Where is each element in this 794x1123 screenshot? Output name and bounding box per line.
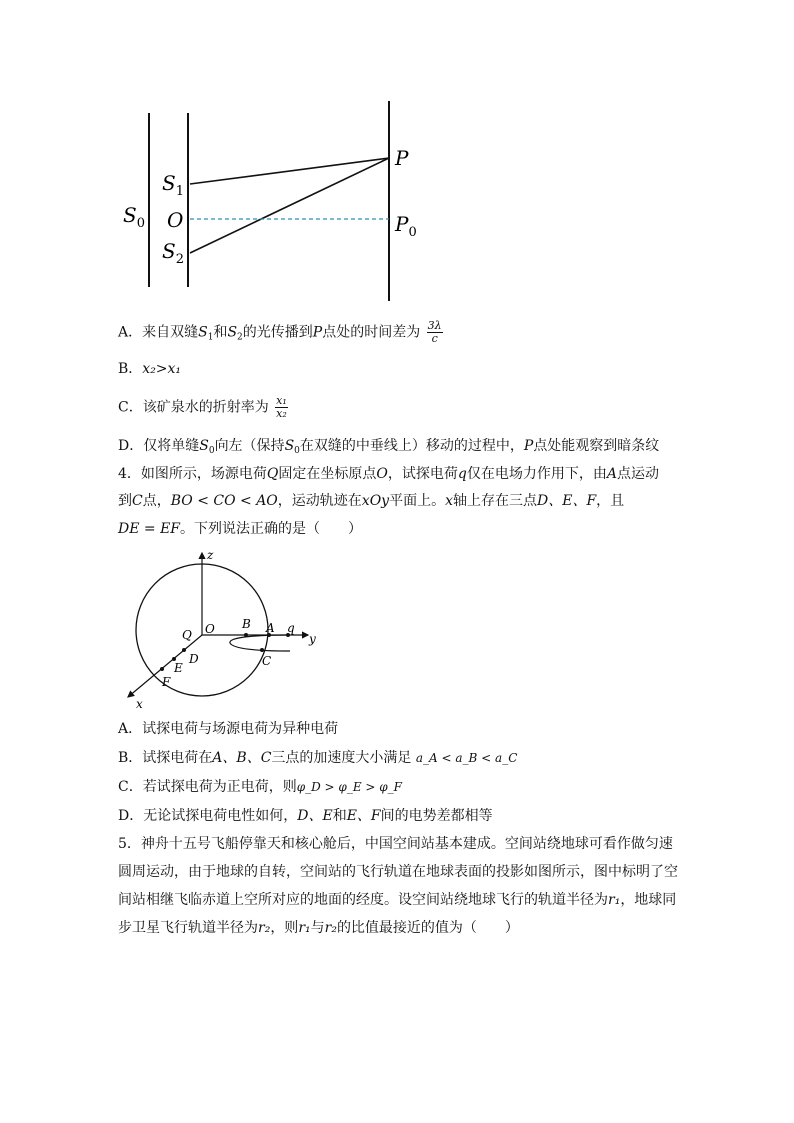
q5-stem-line4: 步卫星飞行轨道半径为r₂，则r₁与r₂的比值最接近的值为（ ） xyxy=(118,920,519,936)
label-s1: $S_1$ xyxy=(162,171,184,199)
point-d xyxy=(182,648,186,652)
label-p0: $P_0$ xyxy=(395,212,417,240)
q4-stem-line1: 4．如图所示，场源电荷Q固定在坐标原点O，试探电荷q仅在电场力作用下，由A点运动 xyxy=(118,466,659,482)
label-b: B xyxy=(242,617,251,631)
q3-option-b: B．x₂>x₁ xyxy=(118,361,182,377)
point-b xyxy=(244,633,248,637)
point-f xyxy=(160,667,164,671)
label-y: y xyxy=(309,632,316,646)
label-q-source: Q xyxy=(182,628,192,642)
point-c xyxy=(260,648,264,652)
label-q-test: q xyxy=(287,621,295,635)
q5-stem-line3: 间站相继飞临赤道上空所对应的地面的经度。设空间站绕地球飞行的轨道半径为r₁，地球同 xyxy=(118,892,677,908)
label-z: z xyxy=(207,548,214,562)
label-f: F xyxy=(162,675,171,689)
label-o: O xyxy=(205,622,215,636)
q4-stem-line2: 到C点，BO < CO < AO，运动轨迹在xOy平面上。x轴上存在三点D、E、F，且 xyxy=(118,493,625,509)
time-difference-fraction: $\frac{3\lambda}{c}$ xyxy=(427,319,442,345)
q4-option-a: A．试探电荷与场源电荷为异种电荷 xyxy=(118,721,339,737)
label-s0: $S_0$ xyxy=(123,203,145,231)
label-x: x xyxy=(136,697,143,710)
q4-option-d: D．无论试探电荷电性如何，D、E和E、F间的电势差都相等 xyxy=(118,808,493,824)
q5-stem-line1: 5．神舟十五号飞船停靠天和核心舱后，中国空间站基本建成。空间站绕地球可看作做匀速 xyxy=(118,836,673,852)
label-e: E xyxy=(174,661,183,675)
label-d: D xyxy=(189,652,199,666)
q4-option-c: C．若试探电荷为正电荷，则φ_D > φ_E > φ_F xyxy=(118,779,402,795)
label-c: C xyxy=(262,654,272,668)
double-slit-diagram xyxy=(115,95,435,307)
q4-option-b: B．试探电荷在A、B、C三点的加速度大小满足 a_A < a_B < a_C xyxy=(118,750,518,766)
ray-s1-p xyxy=(190,158,389,184)
q3-option-d: D．仅将单缝$S_0$向左（保持$S_0$在双缝的中垂线上）移动的过程中，P点处能观察到暗条纹 xyxy=(118,438,660,456)
refractive-index-fraction: $\frac{\text{x₁}}{\text{x₂}}$ xyxy=(276,394,287,420)
label-p: P xyxy=(395,146,409,170)
label-o: O xyxy=(167,208,184,232)
q5-stem-line2: 圆周运动，由于地球的自转，空间站的飞行轨道在地球表面的投影如图所示，图中标明了空 xyxy=(118,864,678,880)
trajectory xyxy=(230,635,290,651)
ray-s2-p xyxy=(190,158,389,253)
electric-field-diagram xyxy=(118,545,328,710)
q3-option-c: C．该矿泉水的折射率为 $\frac{\text{x₁}}{\text{x₂}}$ xyxy=(118,394,287,420)
label-s2: $S_2$ xyxy=(162,239,184,267)
q3-option-a: A．来自双缝$S_1$和$S_2$的光传播到P点处的时间差为 $\frac{3\lambda}{c}$ xyxy=(118,319,442,345)
label-a: A xyxy=(266,621,275,635)
q4-stem-line3: DE = EF。下列说法正确的是（ ） xyxy=(118,521,363,537)
